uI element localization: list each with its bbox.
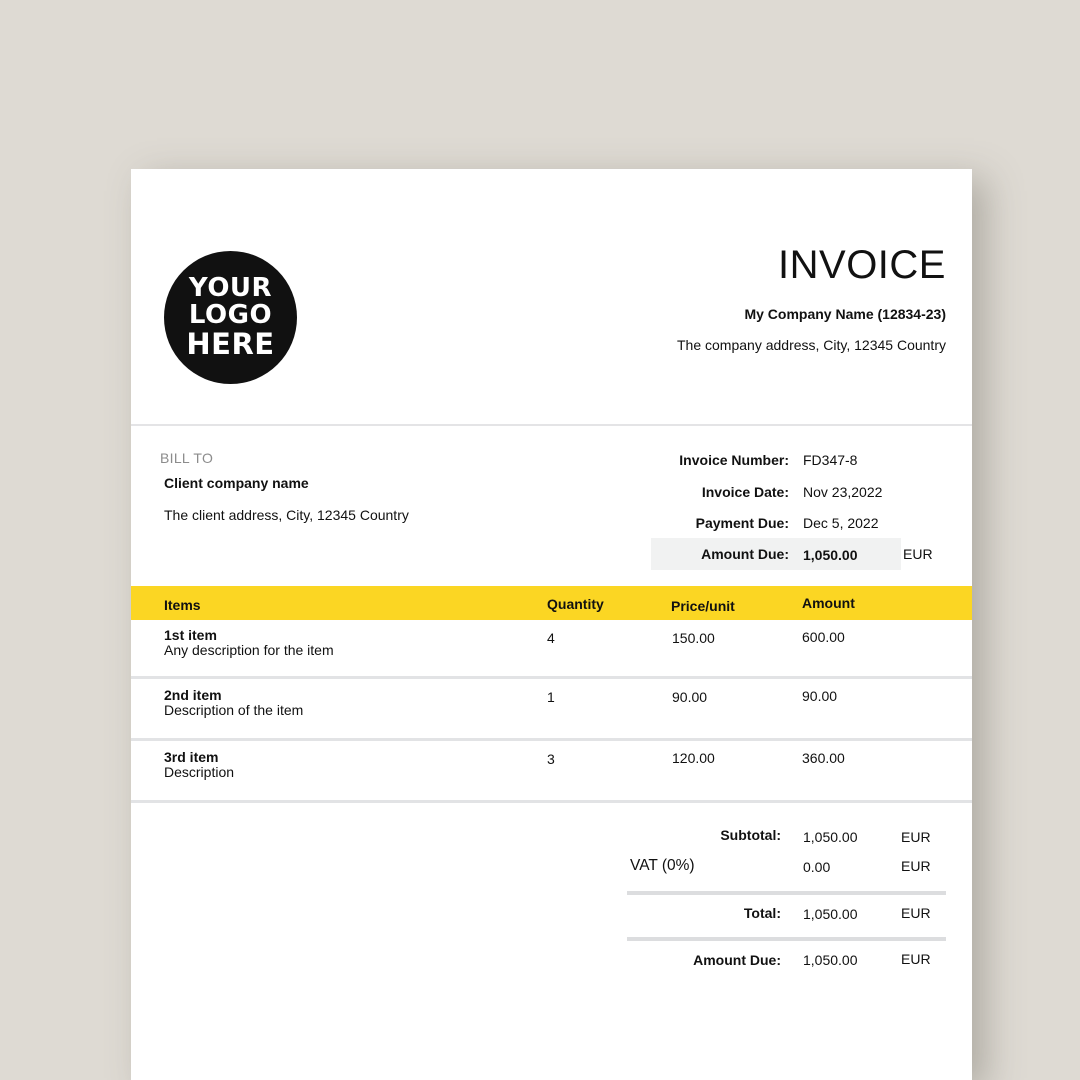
row-1-quantity: 4 (547, 630, 555, 646)
invoice-number-label: Invoice Number: (679, 452, 789, 468)
row-3-item-description: Description (164, 764, 235, 780)
header-price: Price/unit (671, 598, 735, 614)
header-divider (131, 424, 972, 426)
vat-value: 0.00 (803, 859, 831, 875)
totals-divider (627, 891, 946, 895)
client-name: Client company name (164, 475, 309, 491)
final-amount-due-label: Amount Due: (693, 952, 781, 968)
invoice-page (131, 169, 972, 1080)
company-name: My Company Name (12834-23) (744, 306, 946, 322)
row-1-price: 150.00 (672, 630, 715, 646)
total-currency: EUR (901, 905, 931, 921)
row-divider (131, 800, 972, 803)
row-3-quantity: 3 (547, 751, 555, 767)
vat-label: VAT (0%) (630, 857, 695, 874)
client-address: The client address, City, 12345 Country (164, 507, 409, 523)
row-3-amount: 360.00 (802, 750, 845, 766)
invoice-date-value: Nov 23,2022 (803, 484, 883, 500)
totals-divider (627, 937, 946, 941)
total-value: 1,050.00 (803, 906, 858, 922)
amount-due-currency: EUR (903, 546, 933, 562)
header-quantity: Quantity (547, 596, 604, 612)
final-amount-due-value: 1,050.00 (803, 952, 858, 968)
logo-line-2: LOGO (188, 300, 273, 330)
row-1-amount: 600.00 (802, 629, 845, 645)
row-2-item-name: 2nd item (164, 687, 222, 703)
row-divider (131, 738, 972, 741)
final-amount-due-currency: EUR (901, 951, 931, 967)
amount-due-value: 1,050.00 (803, 547, 858, 563)
row-2-price: 90.00 (672, 689, 708, 705)
logo-placeholder (164, 251, 297, 384)
payment-due-label: Payment Due: (695, 515, 789, 531)
bill-to-label: BILL TO (160, 450, 214, 466)
invoice-date-label: Invoice Date: (701, 484, 789, 500)
row-divider (131, 676, 972, 679)
invoice-title: INVOICE (778, 243, 946, 287)
amount-due-label: Amount Due: (701, 546, 789, 562)
row-1-item-name: 1st item (164, 627, 217, 643)
subtotal-value: 1,050.00 (803, 829, 858, 845)
vat-currency: EUR (901, 858, 931, 874)
row-1-item-description: Any description for the item (164, 642, 334, 658)
payment-due-value: Dec 5, 2022 (803, 515, 879, 531)
company-address: The company address, City, 12345 Country (677, 337, 946, 353)
row-2-item-description: Description of the item (164, 702, 304, 718)
subtotal-currency: EUR (901, 829, 931, 845)
logo-line-3: HERE (186, 327, 275, 361)
row-2-amount: 90.00 (802, 688, 838, 704)
row-3-item-name: 3rd item (164, 749, 219, 765)
header-amount: Amount (802, 595, 855, 611)
invoice-number-value: FD347-8 (803, 452, 858, 468)
logo-line-1: YOUR (188, 273, 273, 303)
subtotal-label: Subtotal: (720, 827, 781, 843)
row-2-quantity: 1 (547, 689, 555, 705)
total-label: Total: (743, 905, 781, 921)
row-3-price: 120.00 (672, 750, 715, 766)
header-items: Items (164, 597, 201, 613)
